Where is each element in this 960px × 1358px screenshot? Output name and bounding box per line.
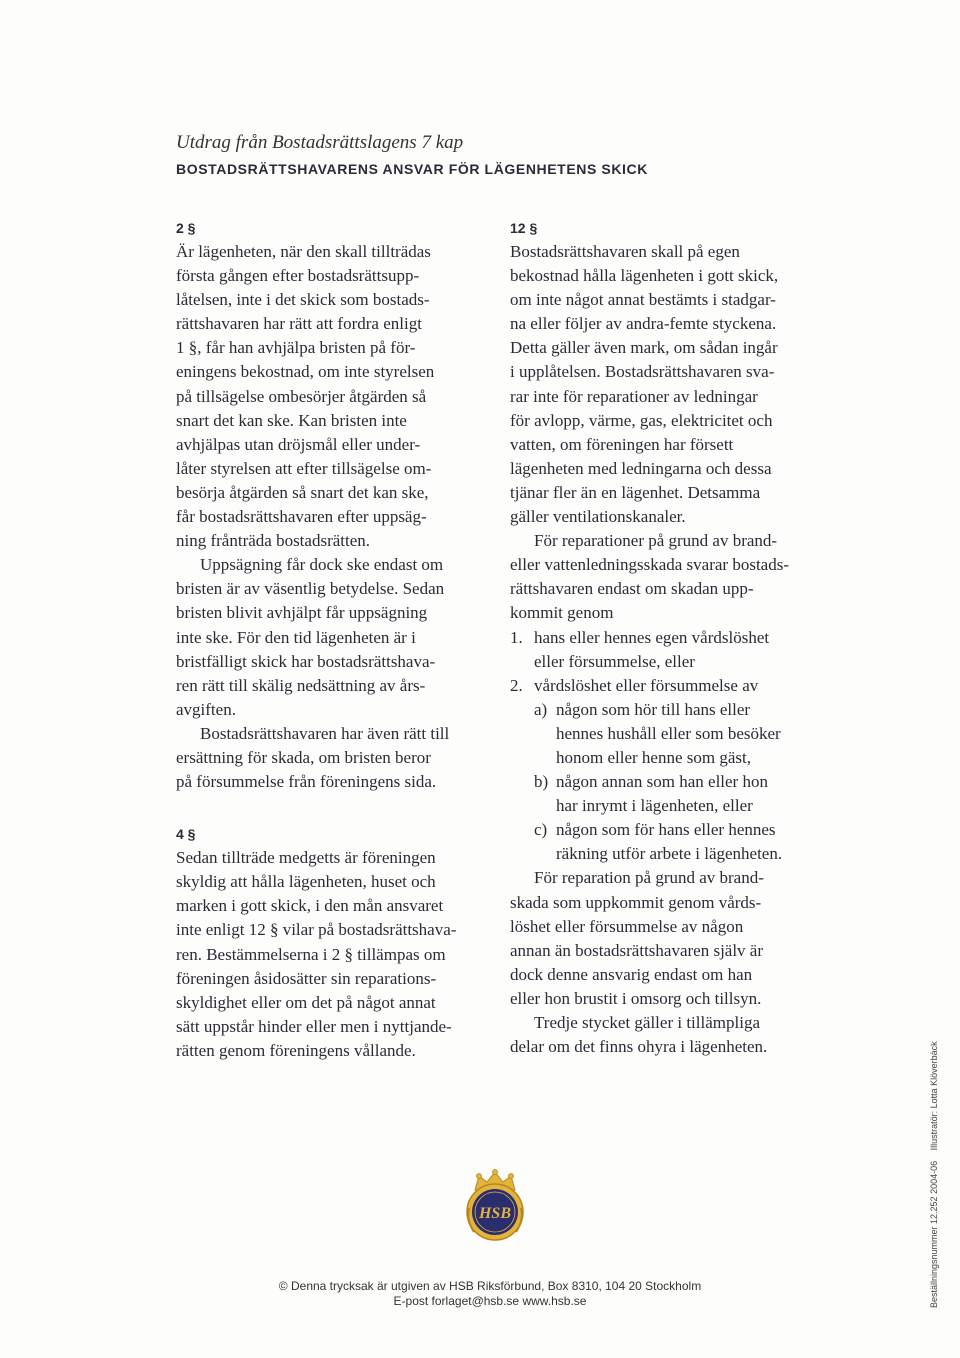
text-line: För reparationer på grund av brand- xyxy=(534,531,778,551)
text-line: räkning utför arbete i lägenheten. xyxy=(556,844,783,864)
text-line: hans eller hennes egen vårdslöshet xyxy=(534,627,770,647)
section-12-paragraph-2 xyxy=(510,529,828,625)
text-line: bristen blivit avhjälpt får uppsägning xyxy=(176,603,428,623)
text-line: om inte något annat bestämts i stadgar- xyxy=(510,290,776,310)
text-line: gäller ventilationskanaler. xyxy=(510,507,686,527)
text-line: rätten genom föreningens vållande. xyxy=(176,1040,416,1060)
sublist-item-letter: a) xyxy=(534,699,548,719)
text-line: besörja åtgärden så snart det kan ske, xyxy=(176,482,429,502)
text-line: föreningen åsidosätter sin reparations- xyxy=(176,968,437,988)
section-2-paragraph-2 xyxy=(176,553,486,722)
text-line: 1 §, får han avhjälpa bristen på för- xyxy=(176,338,416,358)
text-line: någon som för hans eller hennes xyxy=(556,820,776,840)
text-line: rättshavaren endast om skadan upp- xyxy=(510,579,754,599)
order-number: Beställningsnummer 12.252 2004-06 xyxy=(929,1160,939,1308)
text-line: honom eller henne som gäst, xyxy=(556,747,751,767)
text-line: rättshavaren har rätt att fordra enligt xyxy=(176,314,422,334)
text-line: na eller följer av andra-femte styckena. xyxy=(510,314,777,334)
section-2-paragraph-3 xyxy=(176,722,486,794)
sublist-item-letter: b) xyxy=(534,772,549,792)
text-line: bristen är av väsentlig betydelse. Sedan xyxy=(176,579,445,599)
side-note xyxy=(929,1041,939,1308)
list-item-number: 2. xyxy=(510,675,523,695)
text-line: marken i gott skick, i den mån ansvaret xyxy=(176,896,444,916)
text-line: hennes hushåll eller som besöker xyxy=(556,723,781,743)
text-line: bristfälligt skick har bostadsrättshava- xyxy=(176,651,436,671)
text-line: på försummelse från föreningens sida. xyxy=(176,772,437,792)
sublist-item xyxy=(510,698,828,770)
text-line: sätt uppstår hinder eller men i nyttjande- xyxy=(176,1016,452,1036)
text-line: skyldig att hålla lägenheten, huset och xyxy=(176,872,436,892)
text-line: vatten, om föreningen har försett xyxy=(510,434,734,454)
text-line: skyldighet eller om det på något annat xyxy=(176,992,436,1012)
text-line: inte ske. För den tid lägenheten är i xyxy=(176,627,416,647)
sublist-item xyxy=(510,770,828,818)
text-line: låtelsen, inte i det skick som bostads- xyxy=(176,290,430,310)
text-line: löshet eller försummelse av någon xyxy=(510,916,744,936)
sublist-item xyxy=(510,818,828,866)
text-line: eller försummelse, eller xyxy=(534,651,695,671)
section-2-paragraph-1 xyxy=(176,240,486,553)
document-title: BOSTADSRÄTTSHAVARENS ANSVAR FÖR LÄGENHETENS SKICK xyxy=(176,161,648,177)
text-line: ning frånträda bostadsrätten. xyxy=(176,531,371,551)
text-line: någon som hör till hans eller xyxy=(556,699,751,719)
text-line: Bostadsrättshavaren skall på egen xyxy=(510,242,740,261)
text-line: Är lägenheten, när den skall tillträdas xyxy=(176,242,431,261)
list-item xyxy=(510,674,828,698)
text-line: Uppsägning får dock ske endast om xyxy=(200,555,444,575)
text-line: första gången efter bostadsrättsupp- xyxy=(176,266,420,286)
text-line: någon annan som han eller hon xyxy=(556,772,768,792)
text-line: lägenheten med ledningarna och dessa xyxy=(510,458,772,478)
text-line: låter styrelsen att efter tillsägelse om- xyxy=(176,458,432,478)
text-line: vårdslöshet eller försummelse av xyxy=(534,675,759,695)
text-line: bekostnad hålla lägenheten i gott skick, xyxy=(510,266,779,286)
text-line: För reparation på grund av brand- xyxy=(534,868,764,888)
section-12-paragraph-3 xyxy=(510,866,828,1011)
logo-text: HSB xyxy=(478,1205,512,1222)
text-line: skada som uppkommit genom vårds- xyxy=(510,892,762,912)
text-line: ren. Bestämmelserna i 2 § tillämpas om xyxy=(176,944,446,964)
text-line: kommit genom xyxy=(510,603,614,623)
text-line: avhjälpas utan dröjsmål eller under- xyxy=(176,434,421,454)
text-line: Sedan tillträde medgetts är föreningen xyxy=(176,848,436,868)
left-column xyxy=(176,216,486,1063)
text-line: har inrymt i lägenheten, eller xyxy=(556,796,753,816)
footer-publisher: © Denna trycksak är utgiven av HSB Riksförbund, Box 8310, 104 20 Stockholm xyxy=(278,1279,702,1293)
text-line: delar om det finns ohyra i lägenheten. xyxy=(510,1037,768,1057)
text-line: på tillsägelse ombesörjer åtgärden så xyxy=(176,386,427,406)
text-line: eller vattenledningsskada svarar bostads- xyxy=(510,555,789,575)
text-line: rar inte för reparationer av ledningar xyxy=(510,386,758,406)
text-line: ersättning för skada, om bristen beror xyxy=(176,747,431,767)
hsb-logo xyxy=(460,1168,530,1242)
text-line: Bostadsrättshavaren har även rätt till xyxy=(200,723,450,743)
text-line: avgiften. xyxy=(176,699,236,719)
text-line: annan än bostadsrättshavaren själv är xyxy=(510,940,764,960)
text-line: för avlopp, värme, gas, elektricitet och xyxy=(510,410,773,430)
text-line: får bostadsrättshavaren efter uppsäg- xyxy=(176,507,427,527)
section-4-paragraph xyxy=(176,846,486,1063)
section-12-number: 12 § xyxy=(510,220,538,236)
text-line: Tredje stycket gäller i tillämpliga xyxy=(534,1013,760,1032)
list-item xyxy=(510,626,828,674)
text-line: snart det kan ske. Kan bristen inte xyxy=(176,410,407,430)
text-line: eller hon brustit i omsorg och tillsyn. xyxy=(510,988,762,1008)
section-12-paragraph-4 xyxy=(510,1011,828,1059)
footer-contact: E-post forlaget@hsb.se www.hsb.se xyxy=(393,1294,587,1308)
text-line: Detta gäller även mark, om sådan ingår xyxy=(510,338,778,358)
section-2-number: 2 § xyxy=(176,220,196,236)
section-12-paragraph-1 xyxy=(510,240,828,529)
text-line: i upplåtelsen. Bostadsrättshavaren sva- xyxy=(510,362,775,382)
illustrator-credit: Illustratör: Lotta Klöverbäck xyxy=(929,1041,939,1151)
footer xyxy=(180,1279,800,1309)
sublist-item-letter: c) xyxy=(534,820,548,840)
text-line: dock denne ansvarig endast om han xyxy=(510,964,753,984)
list-item-number: 1. xyxy=(510,627,523,647)
right-column xyxy=(510,216,828,1059)
text-line: inte enligt 12 § vilar på bostadsrättshava- xyxy=(176,920,457,940)
document-subtitle: Utdrag från Bostadsrättslagens 7 kap xyxy=(176,132,464,153)
text-line: ren rätt till skälig nedsättning av års- xyxy=(176,675,426,695)
text-line: tjänar fler än en lägenhet. Detsamma xyxy=(510,482,761,502)
text-line: eningens bekostnad, om inte styrelsen xyxy=(176,362,435,382)
section-4-number: 4 § xyxy=(176,826,196,843)
